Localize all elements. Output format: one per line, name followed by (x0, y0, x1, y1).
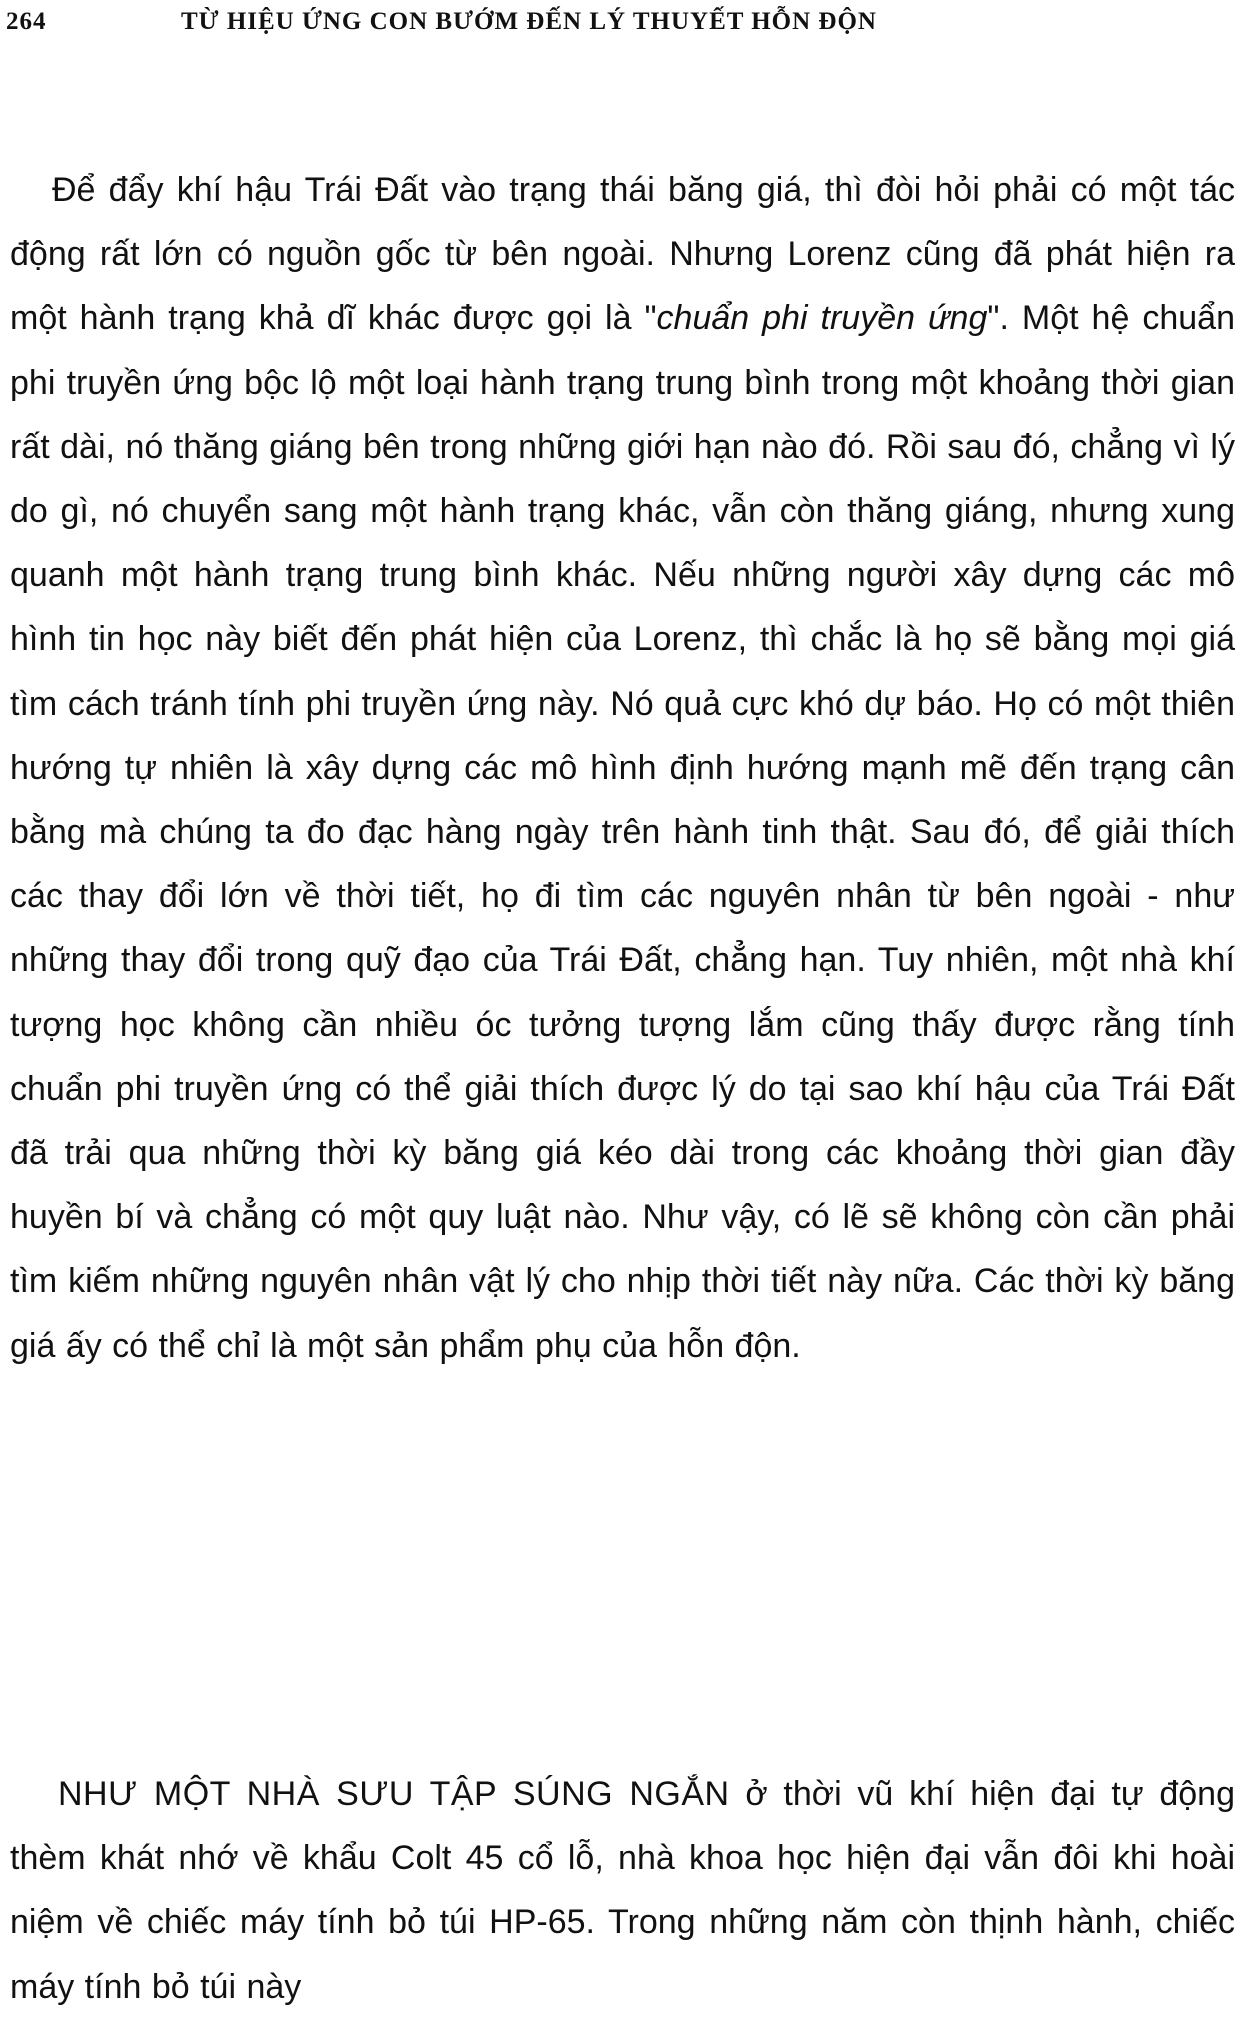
paragraph-hp65-intro (10, 1762, 1235, 2019)
italic-term: chuẩn phi truyền ứng (656, 299, 988, 338)
page-number: 264 (6, 8, 47, 35)
paragraph-text: ở thời vũ khí hiện đại tự động thèm khát nhớ về khẩu Colt 45 cổ lỗ, nhà khoa học hiện đại vẫn đôi khi hoài niệm về chiếc máy tính bỏ túi HP-65. Trong những năm còn thịnh hành, chiếc máy tính bỏ túi này (10, 1775, 1235, 2006)
paragraph-text-before-term: Để đẩy khí hậu Trái Đất vào trạng thái băng giá, thì đòi hỏi phải có một tác động rất lớn có nguồn gốc từ bên ngoài. Nhưng Lorenz cũng đã phát hiện ra một hành trạng khả dĩ khác được gọi là " (10, 171, 1235, 338)
paragraph-quasi-intransitivity (10, 158, 1235, 1378)
running-title: TỪ HIỆU ỨNG CON BƯỚM ĐẾN LÝ THUYẾT HỖN ĐỘN (181, 8, 877, 35)
section-lead-in: NHƯ MỘT NHÀ SƯU TẬP SÚNG NGẮN (58, 1775, 730, 1813)
paragraph-text-after-term: ". Một hệ chuẩn phi truyền ứng bộc lộ một loại hành trạng trung bình trong một khoảng thời gian rất dài, nó thăng giáng bên trong những giới hạn nào đó. Rồi sau đó, chẳng vì lý do gì, nó chuyển sang một hành trạng khác, vẫn còn thăng giáng, nhưng xung quanh một hành trạng trung bình khác. Nếu những người xây dựng các mô hình tin học này biết đến phát hiện của Lorenz, thì chắc là họ sẽ bằng mọi giá tìm cách tránh tính phi truyền ứng này. Nó quả cực khó dự báo. Họ có một thiên hướng tự nhiên là xây dựng các mô hình định hướng mạnh mẽ đến trạng cân bằng mà chúng ta đo đạc hàng ngày trên hành tinh thật. Sau đó, để giải thích các thay đổi lớn về thời tiết, họ đi tìm các nguyên nhân từ bên ngoài - như những thay đổi trong quỹ đạo của Trái Đất, chẳng hạn. Tuy nhiên, một nhà khí tượng học không cần nhiều óc tưởng tượng lắm cũng thấy được rằng tính chuẩn phi truyền ứng có thể giải thích được lý do tại sao khí hậu của Trái Đất đã trải qua những thời kỳ băng giá kéo dài trong các khoảng thời gian đầy huyền bí và chẳng có một quy luật nào. Như vậy, có lẽ sẽ không còn cần phải tìm kiếm những nguyên nhân vật lý cho nhịp thời tiết này nữa. Các thời kỳ băng giá ấy có thể chỉ là một sản phẩm phụ của hỗn độn. (10, 299, 1235, 1365)
running-header (6, 8, 1096, 48)
